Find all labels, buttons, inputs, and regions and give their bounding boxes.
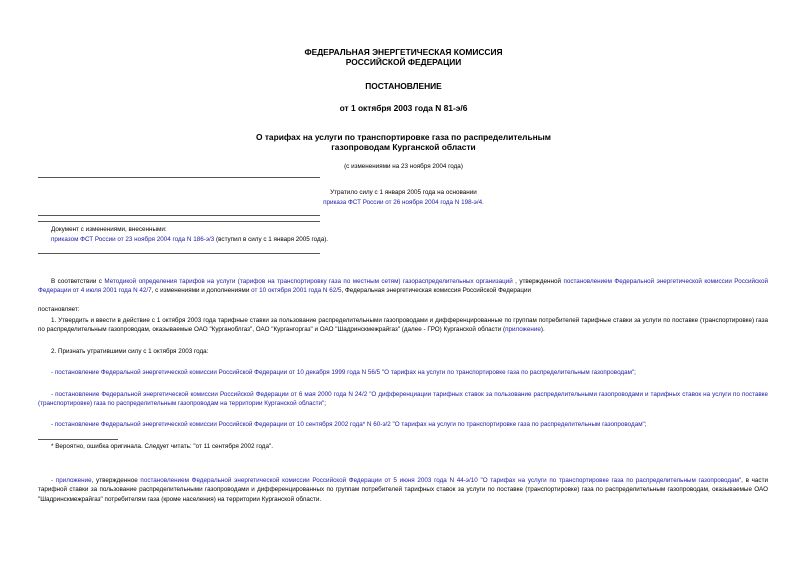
item-1-paragraph — [38, 316, 768, 335]
item-1-text: 1. Утвердить и ввести в действие с 1 октября 2003 года тарифные ставки за пользование распределительными газопроводами и дифференцированные по группам потребителей тарифные ставки за услуги по поставке (транспортировке) газа по распределительным газопроводам, оказываемые ОАО "Курганоблгаз", ОАО "Кургангоргаз" и ОАО "Шадринскмежрайгаз" (далее - ГРО) Курганской области ( — [38, 317, 768, 334]
item-end: ; — [634, 369, 636, 376]
item-text: , в части тарифной ставки за пользование распределительными газопроводами и дифференцированных по группам потребителей тарифных ставок за услуги по поставке (транспортировке) газа по распределительным газопроводам, оказываемые ОАО "Шадринскмежрайгаз" потребителям газа (кроме населения) на территории Курганской области. — [38, 477, 768, 503]
preamble-text: , Федеральная энергетическая комиссия Российской Федерации — [341, 287, 532, 295]
repealed-item-3 — [38, 420, 768, 429]
preamble-text: , утвержденной — [512, 278, 564, 285]
repealed-item-2 — [38, 390, 768, 409]
repealed-decree-44-e10-link[interactable]: постановлением Федеральной энергетической комиссии Российской Федерации от 5 июня 2003 года N 44-э/10 "О тарифах на услуги по транспортировке газа по распределительным газопроводам" — [140, 477, 742, 484]
item-2-text: 2. Признать утратившими силу с 1 октября 2003 года: — [51, 348, 209, 355]
methodology-link[interactable]: Методикой определения тарифов на услуги (тарифов на транспортировку газа по местным сетям) газораспределительных организаций — [104, 278, 513, 285]
preamble-paragraph — [38, 277, 768, 296]
changes-note: (с изменениями на 23 ноября 2004 года) — [344, 163, 463, 170]
document-type: ПОСТАНОВЛЕНИЕ — [365, 81, 442, 91]
lost-force-text: Утратило силу с 1 января 2005 года на основании — [330, 189, 477, 196]
footnote-divider — [38, 439, 118, 440]
amended-suffix: (вступил в силу с 1 января 2005 года). — [214, 236, 329, 243]
item-text: , утвержденное — [91, 477, 141, 484]
amending-order-link[interactable]: приказом ФСТ России от 23 ноября 2004 года N 186-э/3 — [51, 236, 215, 243]
document-title-line2: газопроводам Курганской области — [331, 142, 476, 152]
amended-text: Документ с изменениями, внесенными: — [51, 226, 167, 233]
preamble-text: , с изменениями и дополнениями — [151, 287, 252, 295]
repealed-item-4 — [38, 476, 768, 504]
document-title-line1: О тарифах на услуги по транспортировке газа по распределительным — [255, 132, 552, 142]
divider — [38, 221, 320, 222]
repealed-decree-56-5-link[interactable]: - постановление Федеральной энергетической комиссии Российской Федерации от 10 декабря 1999 года N 56/5 "О тарифах на услуги по транспортировке газа по распределительным газопроводам" — [51, 369, 635, 376]
org-name-line1: ФЕДЕРАЛЬНАЯ ЭНЕРГЕТИЧЕСКАЯ КОМИССИЯ — [304, 47, 503, 57]
item-end: ; — [324, 400, 326, 408]
preamble-text: В соответствии с — [51, 278, 105, 285]
appendix-link[interactable]: - приложение — [51, 477, 92, 484]
repealed-decree-60-e2-link[interactable]: - постановление Федеральной энергетической комиссии Российской Федерации от 10 сентября 2002 года* N 60-э/2 "О тарифах на услуги по транспортировке газа по распределительным газопроводам" — [51, 421, 645, 428]
fek-decree-42-7-link[interactable]: постановлением Федеральной энергетической комиссии Российской Федерации от 4 июля 2001 года N 42/7 — [38, 278, 769, 295]
amended-line — [51, 236, 328, 245]
item-end: ; — [644, 421, 647, 428]
repealed-decree-24-2-link[interactable]: - постановление Федеральной энергетической комиссии Российской Федерации от 6 мая 2000 года N 24/2 "О дифференциации тарифных ставок за пользование распределительными газопроводами и тарифных ставок на услуги по поставке (транспортировке) газа по распределительным газопроводам на территории Курганской области" — [38, 391, 768, 408]
org-name-line2: РОССИЙСКОЙ ФЕДЕРАЦИИ — [345, 57, 462, 67]
document-date: от 1 октября 2003 года N 81-э/6 — [339, 103, 468, 113]
decree-word: постановляет: — [38, 306, 80, 313]
divider — [38, 253, 320, 254]
divider — [38, 215, 320, 216]
item-1-end: ). — [540, 326, 545, 334]
amendments-62-5-link[interactable]: от 10 октября 2001 года N 62/5 — [251, 287, 342, 295]
divider — [38, 177, 320, 178]
appendix-link[interactable]: приложение — [505, 326, 541, 334]
repealed-item-1 — [38, 368, 768, 377]
lost-force-link[interactable]: приказа ФСТ России от 26 ноября 2004 года N 198-э/4. — [323, 199, 484, 206]
footnote: * Вероятно, ошибка оригинала. Следует читать: "от 11 сентября 2002 года". — [51, 443, 273, 450]
